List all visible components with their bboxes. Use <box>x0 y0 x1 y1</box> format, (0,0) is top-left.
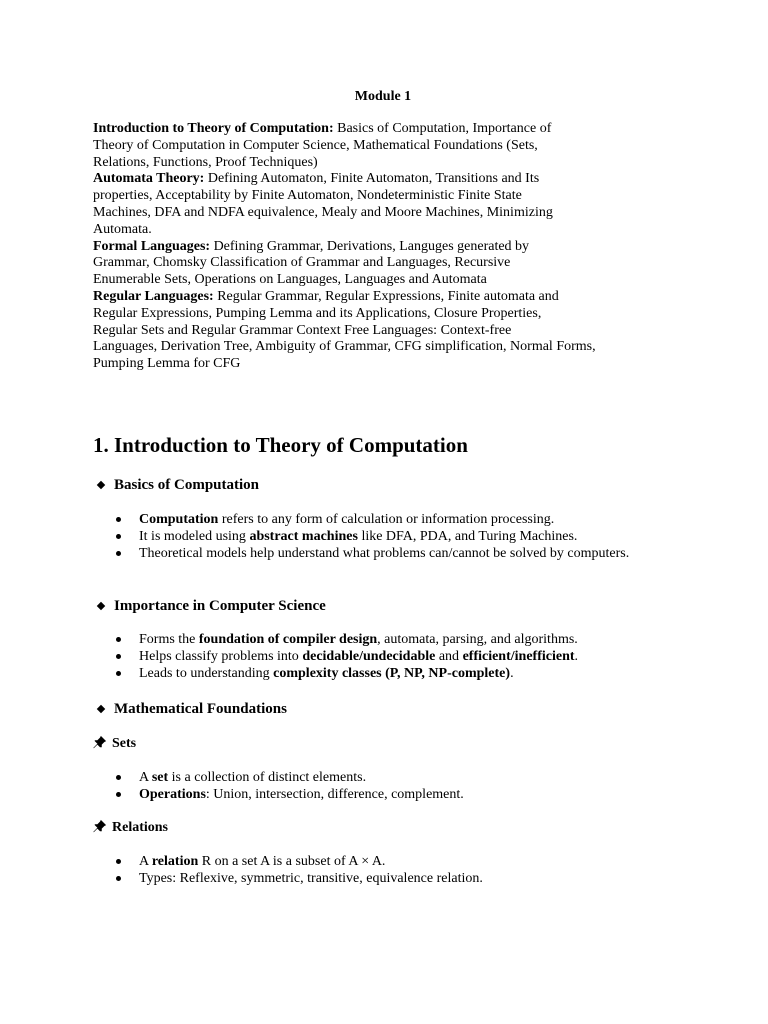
bold-text: decidable/undecidable <box>302 649 436 664</box>
importance-list <box>93 631 653 682</box>
bullet-icon <box>116 517 121 522</box>
diamond-icon <box>97 704 105 712</box>
text-run: Enumerable Sets, Operations on Languages, Languages and Automata <box>93 272 487 288</box>
text-run: refers to any form of calculation or information processing. <box>218 512 555 527</box>
bullet-icon <box>116 775 121 780</box>
text-run: Forms the <box>139 632 199 647</box>
bold-text: efficient/inefficient <box>462 649 575 664</box>
bold-text: Formal Languages: <box>93 238 211 254</box>
text-run: Types: Reflexive, symmetric, transitive, equivalence relation. <box>139 871 483 886</box>
section-heading-importance: Importance in Computer Science <box>93 597 326 615</box>
text-run: It is modeled using <box>139 529 250 544</box>
diamond-icon <box>97 601 105 609</box>
pushpin-icon <box>93 819 107 833</box>
text-run: Machines, DFA and NDFA equivalence, Mealy and Moore Machines, Minimizing <box>93 204 553 220</box>
bullet-icon <box>116 792 121 797</box>
pushpin-icon <box>93 735 107 749</box>
text-run: : Union, intersection, difference, complement. <box>205 787 464 802</box>
bullet-icon <box>116 654 121 659</box>
bullet-icon <box>116 551 121 556</box>
text-run: Pumping Lemma for CFG <box>93 356 241 372</box>
bold-text: Computation <box>139 512 219 527</box>
syllabus-line <box>93 239 673 256</box>
syllabus-block <box>93 121 673 373</box>
text-run: properties, Acceptability by Finite Automaton, Nondeterministic Finite State <box>93 188 522 204</box>
text-run: . <box>574 649 579 664</box>
bold-text: Automata Theory: <box>93 171 205 187</box>
list-item <box>93 769 653 786</box>
syllabus-line <box>93 255 673 272</box>
diamond-icon <box>97 480 105 488</box>
list-item <box>93 870 653 887</box>
module-title: Module 1 <box>354 89 412 104</box>
syllabus-line <box>93 339 673 356</box>
syllabus-line <box>93 289 673 306</box>
syllabus-line <box>93 155 673 172</box>
syllabus-line <box>93 356 673 373</box>
bullet-icon <box>116 671 121 676</box>
text-run: , automata, parsing, and algorithms. <box>377 632 578 647</box>
text-run: is a collection of distinct elements. <box>168 770 367 785</box>
syllabus-line <box>93 171 673 188</box>
text-run: Leads to understanding <box>139 666 274 681</box>
sets-list <box>93 769 653 803</box>
bold-text: abstract machines <box>249 529 358 544</box>
section-heading-basics: Basics of Computation <box>93 476 259 494</box>
bullet-icon <box>116 859 121 864</box>
text-run: Languages, Derivation Tree, Ambiguity of Grammar, CFG simplification, Normal Forms, <box>93 339 596 355</box>
subheading-sets: Sets <box>93 735 136 752</box>
bold-text: Regular Languages: <box>93 288 214 304</box>
text-run: Theoretical models help understand what problems can/cannot be solved by computers. <box>139 546 630 561</box>
text-run: A <box>139 854 152 869</box>
text-run: Basics of Computation, Importance of <box>333 121 552 136</box>
text-run: Grammar, Chomsky Classification of Grammar and Languages, Recursive <box>93 255 511 271</box>
bullet-icon <box>116 637 121 642</box>
text-run: Regular Grammar, Regular Expressions, Finite automata and <box>213 288 559 304</box>
main-heading: 1. Introduction to Theory of Computation <box>93 433 468 457</box>
syllabus-line <box>93 272 673 289</box>
text-run: Defining Automaton, Finite Automaton, Transitions and Its <box>204 171 540 187</box>
bold-text: relation <box>151 854 199 869</box>
syllabus-line <box>93 138 673 155</box>
syllabus-line <box>93 222 673 239</box>
relations-list <box>93 853 653 887</box>
list-item <box>93 631 653 648</box>
syllabus-line <box>93 121 673 138</box>
list-item <box>93 528 653 545</box>
text-run: R on a set A is a subset of A × A. <box>198 854 386 869</box>
list-item <box>93 786 653 803</box>
text-run: like DFA, PDA, and Turing Machines. <box>357 529 578 544</box>
text-run: . <box>510 666 514 681</box>
list-item <box>93 648 653 665</box>
syllabus-line <box>93 306 673 323</box>
bold-text: foundation of compiler design <box>198 632 378 647</box>
basics-list <box>93 511 653 562</box>
bullet-icon <box>116 876 121 881</box>
bold-text: complexity classes (P, NP, NP-complete) <box>273 666 511 681</box>
bullet-icon <box>116 534 121 539</box>
text-run: A <box>139 770 152 785</box>
text-run: Defining Grammar, Derivations, Languges generated by <box>210 238 530 254</box>
bold-text: Operations <box>139 787 206 802</box>
text-run: Helps classify problems into <box>139 649 303 664</box>
list-item <box>93 665 653 682</box>
text-run: and <box>435 649 463 664</box>
list-item <box>93 511 653 528</box>
syllabus-line <box>93 188 673 205</box>
text-run: Theory of Computation in Computer Science, Mathematical Foundations (Sets, <box>93 137 538 153</box>
text-run: Automata. <box>93 221 152 237</box>
syllabus-line <box>93 323 673 340</box>
subheading-relations: Relations <box>93 819 168 836</box>
bold-text: set <box>151 770 169 785</box>
bold-text: Introduction to Theory of Computation: <box>93 121 334 136</box>
text-run: Relations, Functions, Proof Techniques) <box>93 154 318 170</box>
text-run: Regular Sets and Regular Grammar Context Free Languages: Context-free <box>93 322 512 338</box>
list-item <box>93 853 653 870</box>
syllabus-line <box>93 205 673 222</box>
list-item <box>93 545 653 562</box>
section-heading-math: Mathematical Foundations <box>93 700 287 718</box>
text-run: Regular Expressions, Pumping Lemma and its Applications, Closure Properties, <box>93 305 542 321</box>
